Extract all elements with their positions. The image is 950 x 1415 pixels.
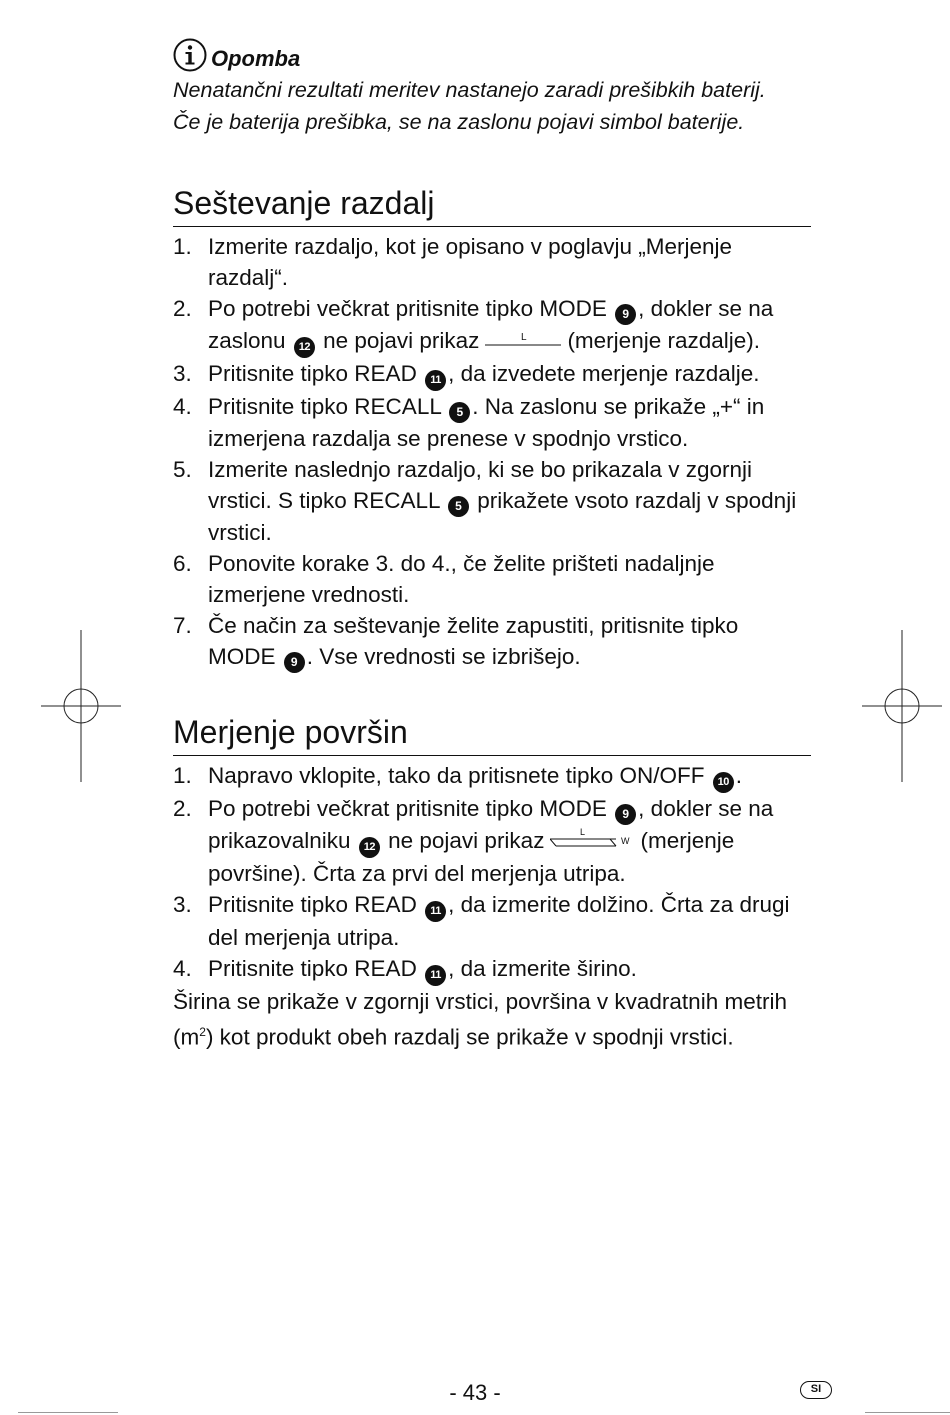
info-icon bbox=[173, 38, 207, 72]
key-reference-badge: 5 bbox=[449, 402, 470, 423]
page-content bbox=[173, 30, 811, 1053]
step-number: 3. bbox=[173, 361, 192, 386]
key-reference-badge: 10 bbox=[713, 772, 734, 793]
display-symbol-w: W bbox=[621, 836, 630, 846]
step-text: Če način za seštevanje želite zapustiti, pritisnite tipko MODE bbox=[208, 613, 739, 669]
note-line: Nenatančni rezultati meritev nastanejo zaradi prešibkih baterij. bbox=[173, 78, 766, 102]
step-text: , dokler se na prikazovalniku bbox=[208, 796, 774, 853]
crop-mark-right bbox=[862, 630, 942, 782]
step-text: , da izvedete merjenje razdalje. bbox=[448, 361, 760, 386]
step-list bbox=[173, 760, 811, 986]
key-reference-badge: 5 bbox=[448, 496, 469, 517]
key-reference-badge: 12 bbox=[359, 837, 380, 858]
note-text bbox=[173, 74, 811, 138]
crop-mark-left bbox=[41, 630, 121, 782]
key-reference-badge: 9 bbox=[615, 804, 636, 825]
step-text: , dokler se na zaslonu bbox=[208, 296, 774, 353]
step-text: Pritisnite tipko RECALL bbox=[208, 394, 442, 419]
trim-line-left bbox=[18, 1412, 118, 1413]
step-number: 3. bbox=[173, 892, 192, 917]
list-item bbox=[173, 391, 811, 454]
step-number: 7. bbox=[173, 613, 192, 638]
step-text: . Vse vrednosti se izbrišejo. bbox=[306, 644, 581, 669]
step-text: Ponovite korake 3. do 4., če želite prišteti nadaljnje izmerjene vrednosti. bbox=[208, 551, 715, 607]
list-item bbox=[173, 548, 811, 610]
note-header bbox=[173, 30, 811, 72]
section-title: Seštevanje razdalj bbox=[173, 184, 811, 227]
key-reference-badge: 9 bbox=[284, 652, 305, 673]
step-text: . Na zaslonu se prikaže „+“ in izmerjena razdalja se prenese v spodnjo vrstico. bbox=[208, 394, 765, 451]
area-result-paragraph bbox=[173, 986, 811, 1053]
step-list bbox=[173, 231, 811, 673]
step-number: 2. bbox=[173, 796, 192, 821]
list-item bbox=[173, 889, 811, 953]
page-number: - 43 - bbox=[449, 1380, 501, 1405]
key-reference-badge: 9 bbox=[615, 304, 636, 325]
list-item bbox=[173, 610, 811, 673]
step-text: (merjenje razdalje). bbox=[567, 328, 761, 353]
step-number: 5. bbox=[173, 457, 192, 482]
key-reference-badge: 11 bbox=[425, 370, 446, 391]
step-text: ne pojavi prikaz bbox=[388, 828, 545, 853]
step-number: 2. bbox=[173, 296, 192, 321]
step-number: 1. bbox=[173, 763, 192, 788]
area-display-icon bbox=[550, 825, 634, 856]
step-text: Izmerite razdaljo, kot je opisano v poglavju „Merjenje razdalj“. bbox=[208, 234, 733, 290]
step-text: prikažete vsoto razdalj v spodnji vrstici. bbox=[208, 488, 797, 545]
key-reference-badge: 12 bbox=[294, 337, 315, 358]
key-reference-badge: 11 bbox=[425, 965, 446, 986]
step-text: (merjenje površine). Črta za prvi del merjenja utripa. bbox=[208, 828, 735, 886]
list-item bbox=[173, 953, 811, 986]
step-number: 1. bbox=[173, 234, 192, 259]
step-text: Pritisnite tipko READ bbox=[208, 361, 417, 386]
step-number: 4. bbox=[173, 956, 192, 981]
step-text: . bbox=[735, 763, 742, 788]
list-item bbox=[173, 760, 811, 793]
language-badge: SI bbox=[800, 1381, 832, 1399]
paragraph-text: Širina se prikaže v zgornji vrstici, površina v kvadratnih metrih (m bbox=[173, 989, 787, 1050]
display-symbol-l: L bbox=[580, 827, 586, 837]
step-text: Pritisnite tipko READ bbox=[208, 892, 417, 917]
step-text: Po potrebi večkrat pritisnite tipko MODE bbox=[208, 796, 607, 821]
step-text: Po potrebi večkrat pritisnite tipko MODE bbox=[208, 296, 607, 321]
paragraph-text: ) kot produkt obeh razdalj se prikaže v spodnji vrstici. bbox=[205, 1024, 734, 1050]
step-text: Izmerite naslednjo razdaljo, ki se bo prikazala v zgornji vrstici. S tipko RECALL bbox=[208, 457, 753, 513]
step-text: , da izmerite širino. bbox=[448, 956, 637, 981]
step-text: , da izmerite dolžino. Črta za drugi del merjenja utripa. bbox=[208, 892, 790, 950]
step-number: 4. bbox=[173, 394, 192, 419]
note-line: Če je baterija prešibka, se na zaslonu pojavi simbol baterije. bbox=[173, 110, 745, 134]
step-text: ne pojavi prikaz bbox=[323, 328, 480, 353]
step-text: Napravo vklopite, tako da pritisnete tipko ON/OFF bbox=[208, 763, 705, 788]
display-symbol: L bbox=[521, 332, 527, 343]
step-text: Pritisnite tipko READ bbox=[208, 956, 417, 981]
list-item bbox=[173, 293, 811, 358]
key-reference-badge: 11 bbox=[425, 901, 446, 922]
trim-line-right bbox=[865, 1412, 950, 1413]
superscript: 2 bbox=[199, 1025, 206, 1039]
distance-display-icon bbox=[485, 325, 561, 356]
list-item bbox=[173, 793, 811, 889]
list-item bbox=[173, 454, 811, 548]
list-item bbox=[173, 358, 811, 391]
note-title: Opomba bbox=[211, 46, 301, 71]
section-title: Merjenje površin bbox=[173, 713, 811, 756]
step-number: 6. bbox=[173, 551, 192, 576]
list-item bbox=[173, 231, 811, 293]
